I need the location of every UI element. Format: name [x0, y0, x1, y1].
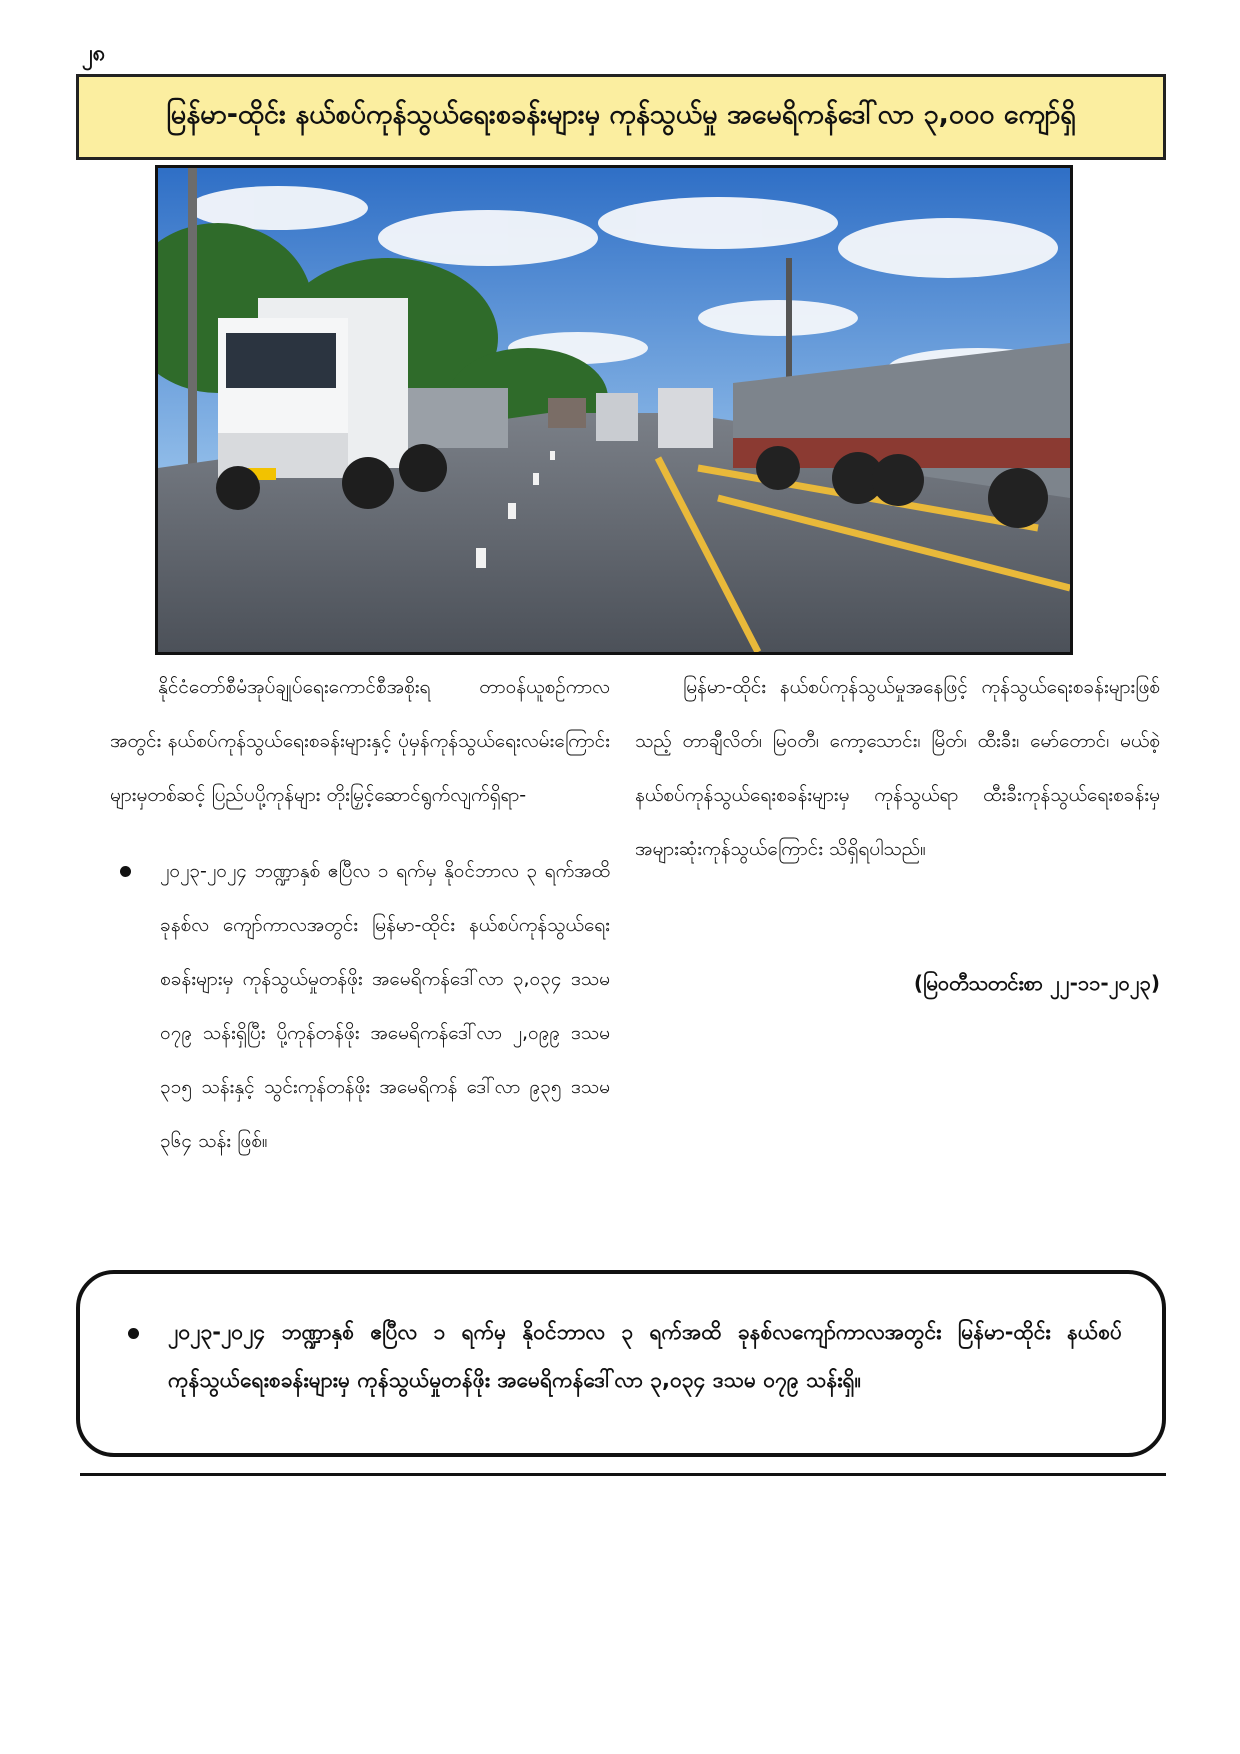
- body-paragraph: မြန်မာ-ထိုင်း နယ်စပ်ကုန်သွယ်မှုအနေဖြင့် ကုန်သွယ်ရေးစခန်းများဖြစ်သည့် တာချီလိတ်၊ မြဝတီ၊ ကော့သောင်း၊ မြိတ်၊ ထီးခီး၊ မော်တောင်၊ မယ်စဲ့နယ်စပ်ကုန်သွယ်ရေးစခန်းများမှ ကုန်သွယ်ရာ ထီးခီးကုန်သွယ်ရေးစခန်းမှ အများဆုံးကုန်သွယ်ကြောင်း သိရှိရပါသည်။: [635, 676, 1160, 860]
- headline-banner: [76, 74, 1166, 160]
- footer-divider: [80, 1473, 1166, 1476]
- headline-text: မြန်မာ-ထိုင်း နယ်စပ်ကုန်သွယ်ရေးစခန်းများမှ ကုန်သွယ်မှု အမေရိကန်ဒေါ်လာ ၃,၀၀၀ ကျော်ရှိ: [166, 99, 1076, 130]
- summary-box: [76, 1270, 1166, 1457]
- left-column: [110, 660, 610, 1168]
- bullet-icon: [128, 1328, 139, 1339]
- list-item: [120, 844, 610, 1168]
- bullet-list: [110, 844, 610, 1168]
- summary-item: [128, 1308, 1122, 1404]
- intro-paragraph: နိုင်ငံတော်စီမံအုပ်ချုပ်ရေးကောင်စီအစိုးရ တာဝန်ယူစဉ်ကာလအတွင်း နယ်စပ်ကုန်သွယ်ရေးစခန်းများနှင့် ပုံမှန်ကုန်သွယ်ရေးလမ်းကြောင်းများမှတစ်ဆင့် ပြည်ပပို့ကုန်များ တိုးမြှင့်ဆောင်ရွက်လျက်ရှိရာ-: [110, 676, 610, 806]
- bullet-icon: [120, 866, 131, 877]
- right-column: [635, 660, 1160, 1010]
- news-photo-trucks-at-border: [155, 165, 1073, 655]
- page-number: ၂၈: [82, 41, 106, 66]
- bullet-text: ၂၀၂၃-၂၀၂၄ ဘဏ္ဍာနှစ် ဧပြီလ ၁ ရက်မှ နိုဝင်ဘာလ ၃ ရက်အထိ ခုနစ်လ ကျော်ကာလအတွင်း မြန်မာ-ထိုင်း နယ်စပ်ကုန်သွယ်ရေးစခန်းများမှ ကုန်သွယ်မှုတန်ဖိုး အမေရိကန်ဒေါ်လာ ၃,၀၃၄ ဒသမ ၀၇၉ သန်းရှိပြီး ပို့ကုန်တန်ဖိုး အမေရိကန်ဒေါ်လာ ၂,၀၉၉ ဒသမ ၃၁၅ သန်းနှင့် သွင်းကုန်တန်ဖိုး အမေရိကန် ဒေါ်လာ ၉၃၅ ဒသမ ၃၆၄ သန်း ဖြစ်။: [160, 860, 610, 1152]
- photo-utility-pole: [188, 168, 197, 468]
- summary-text: ၂၀၂၃-၂၀၂၄ ဘဏ္ဍာနှစ် ဧပြီလ ၁ ရက်မှ နိုဝင်ဘာလ ၃ ရက်အထိ ခုနစ်လကျော်ကာလအတွင်း မြန်မာ-ထိုင်း နယ်စပ်ကုန်သွယ်ရေးစခန်းများမှ ကုန်သွယ်မှုတန်ဖိုး အမေရိကန်ဒေါ်လာ ၃,၀၃၄ ဒသမ ၀၇၉ သန်းရှိ။: [168, 1320, 1122, 1392]
- source-citation: (မြဝတီသတင်းစာ ၂၂-၁၁-၂၀၂၃): [913, 971, 1160, 995]
